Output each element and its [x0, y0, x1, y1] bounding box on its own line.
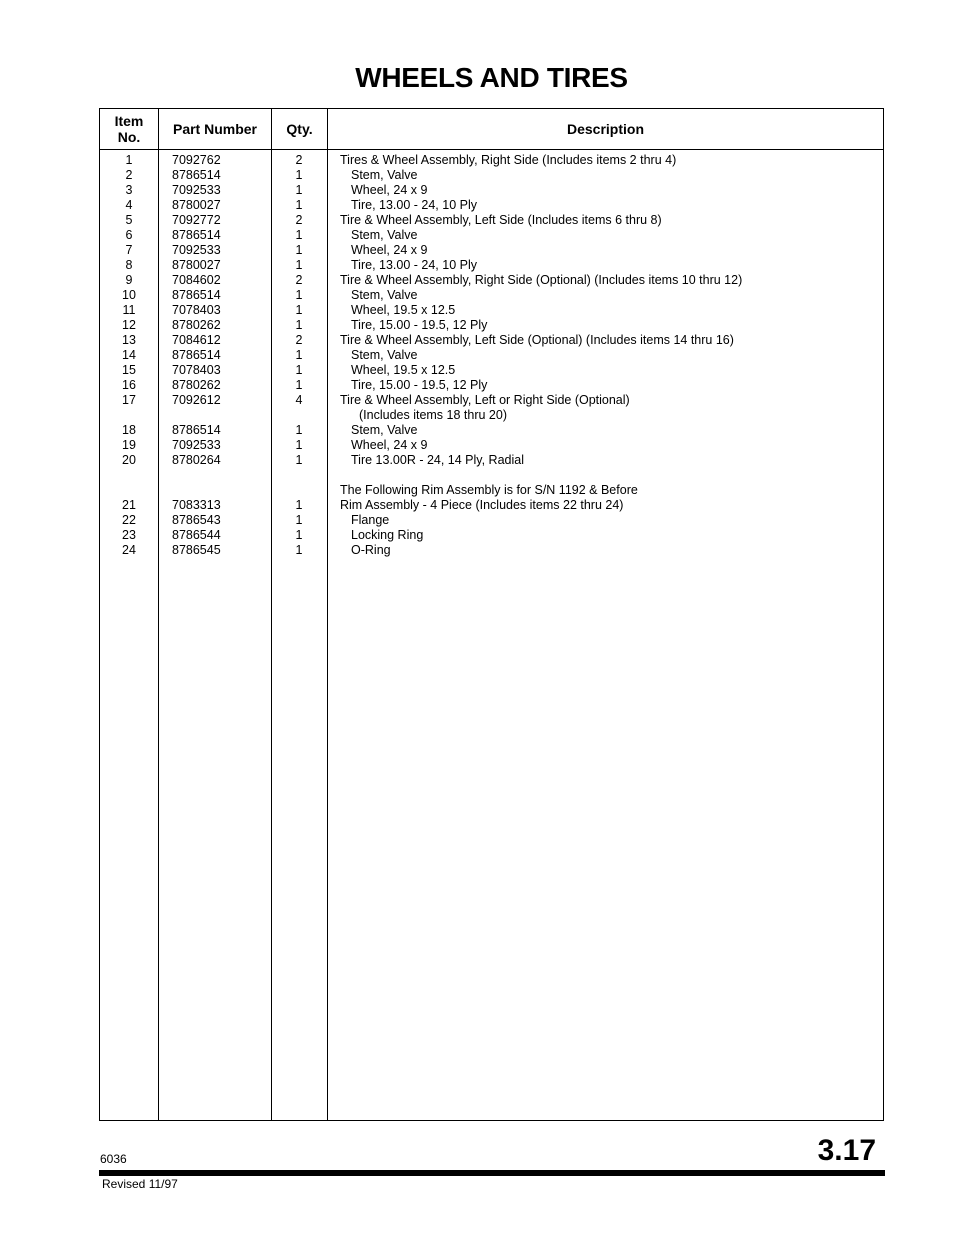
description-cell — [351, 318, 487, 333]
description-cell — [351, 303, 455, 318]
description-cell — [351, 438, 427, 453]
description-cell — [351, 288, 417, 303]
item-number-cell: 7 — [125, 243, 133, 257]
description-text: Wheel, 19.5 x 12.5 — [351, 303, 456, 317]
quantity-cell: 1 — [295, 498, 303, 512]
part-number-cell: 7092772 — [172, 213, 221, 227]
table-row — [100, 258, 883, 273]
description-cell — [351, 513, 389, 528]
item-number-cell: 4 — [125, 198, 133, 212]
description-text: Tire, 15.00 - 19.5, 12 Ply — [351, 318, 488, 332]
description-cell — [351, 528, 423, 543]
item-number-cell: 17 — [122, 393, 136, 407]
description-text: Wheel, 19.5 x 12.5 — [351, 363, 456, 377]
part-number-cell: 8786545 — [172, 543, 221, 557]
item-number-cell: 1 — [125, 153, 133, 167]
part-number-cell: 7092612 — [172, 393, 221, 407]
description-cell — [351, 228, 417, 243]
table-row — [100, 333, 883, 348]
table-row — [100, 378, 883, 393]
description-text: Tires & Wheel Assembly, Right Side (Includes items 2 thru 4) — [340, 153, 677, 167]
table-body — [100, 153, 883, 558]
part-number-cell: 7078403 — [172, 363, 221, 377]
header-description: Description — [566, 121, 644, 137]
table-row — [100, 498, 883, 513]
description-text: Wheel, 24 x 9 — [351, 438, 428, 452]
quantity-cell: 1 — [295, 183, 303, 197]
table-row — [100, 438, 883, 453]
table-row — [100, 468, 883, 483]
header-qty: Qty. — [286, 121, 313, 137]
revised-date: Revised 11/97 — [102, 1177, 178, 1191]
quantity-cell: 1 — [295, 168, 303, 182]
item-number-cell: 16 — [122, 378, 136, 392]
quantity-cell: 1 — [295, 288, 303, 302]
description-cell — [351, 543, 391, 558]
quantity-cell: 1 — [295, 378, 303, 392]
quantity-cell: 1 — [295, 258, 303, 272]
item-number-cell: 10 — [122, 288, 136, 302]
item-number-cell: 21 — [122, 498, 136, 512]
description-cell — [340, 153, 676, 168]
description-cell — [351, 348, 417, 363]
part-number-cell: 8786514 — [172, 228, 221, 242]
description-cell — [351, 363, 455, 378]
description-cell — [340, 273, 742, 288]
table-row — [100, 228, 883, 243]
part-number-cell: 8780262 — [172, 318, 221, 332]
item-number-cell: 14 — [122, 348, 136, 362]
part-number-cell: 7092533 — [172, 243, 221, 257]
footer-rule — [99, 1170, 885, 1176]
table-row — [100, 363, 883, 378]
part-number-cell: 7092533 — [172, 438, 221, 452]
table-row — [100, 513, 883, 528]
item-number-cell: 19 — [122, 438, 136, 452]
item-number-cell: 15 — [122, 363, 136, 377]
item-number-cell: 5 — [125, 213, 133, 227]
item-number-cell: 24 — [122, 543, 136, 557]
header-part-number: Part Number — [172, 121, 258, 137]
parts-table — [99, 108, 884, 1121]
header-item-line2: No. — [117, 129, 141, 145]
description-text: Tire & Wheel Assembly, Left Side (Includes items 6 thru 8) — [340, 213, 662, 227]
table-row — [100, 318, 883, 333]
description-text: The Following Rim Assembly is for S/N 1192 & Before — [340, 483, 638, 497]
quantity-cell: 2 — [295, 333, 303, 347]
quantity-cell: 1 — [295, 198, 303, 212]
description-cell — [340, 483, 638, 498]
part-number-cell: 8786514 — [172, 423, 221, 437]
description-text: O-Ring — [351, 543, 391, 557]
table-row — [100, 393, 883, 423]
description-cell — [340, 333, 734, 348]
table-row — [100, 453, 883, 468]
quantity-cell: 1 — [295, 453, 303, 467]
description-text: Tire & Wheel Assembly, Left or Right Side (Optional) — [340, 393, 630, 407]
description-cell — [351, 258, 477, 273]
table-row — [100, 528, 883, 543]
table-row — [100, 483, 883, 498]
item-number-cell: 3 — [125, 183, 133, 197]
quantity-cell: 1 — [295, 438, 303, 452]
description-text: Stem, Valve — [351, 423, 418, 437]
part-number-cell: 8786544 — [172, 528, 221, 542]
quantity-cell: 1 — [295, 513, 303, 527]
page-number: 3.17 — [817, 1134, 876, 1167]
description-cell — [340, 498, 623, 513]
quantity-cell: 2 — [295, 213, 303, 227]
table-row — [100, 288, 883, 303]
quantity-cell: 1 — [295, 528, 303, 542]
part-number-cell: 7083313 — [172, 498, 221, 512]
description-cell — [351, 453, 524, 468]
description-text: Tire, 15.00 - 19.5, 12 Ply — [351, 378, 488, 392]
table-row — [100, 213, 883, 228]
part-number-cell: 8780027 — [172, 198, 221, 212]
item-number-cell: 13 — [122, 333, 136, 347]
item-number-cell: 18 — [122, 423, 136, 437]
table-row — [100, 303, 883, 318]
description-text: Stem, Valve — [351, 228, 418, 242]
quantity-cell: 2 — [295, 153, 303, 167]
description-cell — [351, 168, 417, 183]
quantity-cell: 1 — [295, 318, 303, 332]
item-number-cell: 22 — [122, 513, 136, 527]
table-row — [100, 183, 883, 198]
description-text: Rim Assembly - 4 Piece (Includes items 22 thru 24) — [340, 498, 624, 512]
part-number-cell: 8780027 — [172, 258, 221, 272]
quantity-cell: 2 — [295, 273, 303, 287]
part-number-cell: 8780264 — [172, 453, 221, 467]
description-cell — [351, 243, 427, 258]
table-row — [100, 423, 883, 438]
item-number-cell: 8 — [125, 258, 133, 272]
description-text: Tire, 13.00 - 24, 10 Ply — [351, 258, 477, 272]
item-number-cell: 9 — [125, 273, 133, 287]
description-text: Stem, Valve — [351, 348, 418, 362]
description-text: Wheel, 24 x 9 — [351, 243, 428, 257]
item-number-cell: 23 — [122, 528, 136, 542]
quantity-cell: 1 — [295, 303, 303, 317]
part-number-cell: 7092762 — [172, 153, 221, 167]
table-row — [100, 198, 883, 213]
part-number-cell: 7084612 — [172, 333, 221, 347]
header-item-line1: Item — [114, 113, 144, 129]
part-number-cell: 8786514 — [172, 288, 221, 302]
description-cell — [351, 378, 487, 393]
description-cell — [351, 198, 477, 213]
page-title: WHEELS AND TIRES — [355, 62, 628, 93]
part-number-cell: 8780262 — [172, 378, 221, 392]
table-row — [100, 543, 883, 558]
quantity-cell: 1 — [295, 423, 303, 437]
part-number-cell: 7084602 — [172, 273, 221, 287]
description-cell — [351, 423, 417, 438]
quantity-cell: 4 — [295, 393, 303, 407]
description-cell — [340, 213, 662, 228]
description-text: Locking Ring — [351, 528, 424, 542]
description-text: Wheel, 24 x 9 — [351, 183, 428, 197]
quantity-cell: 1 — [295, 243, 303, 257]
quantity-cell: 1 — [295, 543, 303, 557]
table-row — [100, 348, 883, 363]
description-text: Tire & Wheel Assembly, Right Side (Optional) (Includes items 10 thru 12) — [340, 273, 743, 287]
description-text: Stem, Valve — [351, 288, 418, 302]
item-number-cell: 6 — [125, 228, 133, 242]
description-text: Tire, 13.00 - 24, 10 Ply — [351, 198, 477, 212]
part-number-cell: 8786543 — [172, 513, 221, 527]
item-number-cell: 2 — [125, 168, 133, 182]
item-number-cell: 20 — [122, 453, 136, 467]
description-cell — [340, 393, 630, 423]
description-cell — [351, 183, 427, 198]
description-continuation: (Includes items 18 thru 20) — [359, 408, 507, 422]
description-text: Tire 13.00R - 24, 14 Ply, Radial — [351, 453, 524, 467]
header-item-no — [100, 109, 158, 149]
item-number-cell: 11 — [122, 303, 136, 317]
table-header — [100, 109, 883, 150]
table-row — [100, 243, 883, 258]
description-text: Stem, Valve — [351, 168, 418, 182]
part-number-cell: 8786514 — [172, 348, 221, 362]
description-text: Flange — [351, 513, 390, 527]
part-number-cell: 7092533 — [172, 183, 221, 197]
table-row — [100, 168, 883, 183]
quantity-cell: 1 — [295, 348, 303, 362]
item-number-cell: 12 — [122, 318, 136, 332]
description-text: Tire & Wheel Assembly, Left Side (Optional) (Includes items 14 thru 16) — [340, 333, 734, 347]
document-number: 6036 — [100, 1152, 127, 1166]
part-number-cell: 7078403 — [172, 303, 221, 317]
part-number-cell: 8786514 — [172, 168, 221, 182]
quantity-cell: 1 — [295, 363, 303, 377]
table-row — [100, 273, 883, 288]
quantity-cell: 1 — [295, 228, 303, 242]
table-row — [100, 153, 883, 168]
